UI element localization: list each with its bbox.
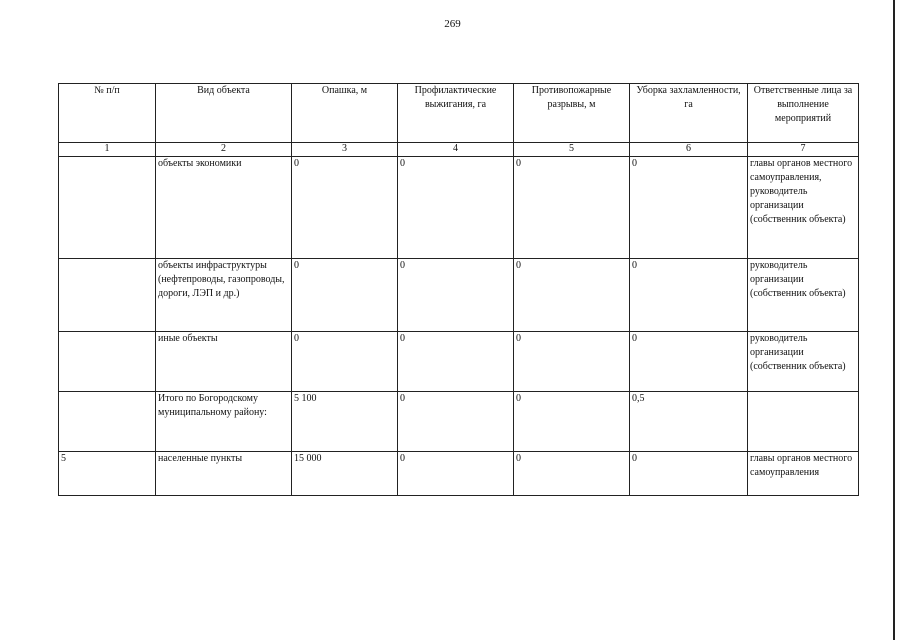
cell-number bbox=[59, 259, 156, 332]
header-cell-object-type: Вид объекта bbox=[156, 84, 292, 143]
table-row bbox=[59, 259, 859, 332]
page-edge-line bbox=[893, 0, 895, 640]
cell-debris-cleanup: 0 bbox=[630, 332, 748, 392]
cell-plowing: 0 bbox=[292, 157, 398, 259]
cell-debris-cleanup: 0 bbox=[630, 157, 748, 259]
cell-responsible: руководитель организации (собственник объекта) bbox=[748, 259, 859, 332]
column-number: 4 bbox=[398, 143, 514, 157]
cell-debris-cleanup: 0 bbox=[630, 452, 748, 496]
cell-firebreaks: 0 bbox=[514, 157, 630, 259]
cell-firebreaks: 0 bbox=[514, 452, 630, 496]
header-cell-prescribed-burning: Профилактические выжигания, га bbox=[398, 84, 514, 143]
cell-responsible bbox=[748, 392, 859, 452]
cell-object-type: объекты экономики bbox=[156, 157, 292, 259]
cell-plowing: 5 100 bbox=[292, 392, 398, 452]
cell-firebreaks: 0 bbox=[514, 332, 630, 392]
column-number-row bbox=[59, 143, 859, 157]
cell-firebreaks: 0 bbox=[514, 392, 630, 452]
cell-object-type: объекты инфраструктуры (нефтепроводы, газопроводы, дороги, ЛЭП и др.) bbox=[156, 259, 292, 332]
column-number: 2 bbox=[156, 143, 292, 157]
table-row bbox=[59, 452, 859, 496]
fire-prevention-table bbox=[58, 83, 859, 496]
table-total-row bbox=[59, 392, 859, 452]
header-cell-responsible: Ответственные лица за выполнение мероприятий bbox=[748, 84, 859, 143]
cell-prescribed-burning: 0 bbox=[398, 157, 514, 259]
column-number: 7 bbox=[748, 143, 859, 157]
cell-number bbox=[59, 332, 156, 392]
header-cell-plowing: Опашка, м bbox=[292, 84, 398, 143]
cell-prescribed-burning: 0 bbox=[398, 392, 514, 452]
column-number: 3 bbox=[292, 143, 398, 157]
cell-plowing: 15 000 bbox=[292, 452, 398, 496]
cell-prescribed-burning: 0 bbox=[398, 259, 514, 332]
cell-plowing: 0 bbox=[292, 332, 398, 392]
cell-number: 5 bbox=[59, 452, 156, 496]
cell-responsible: руководитель организации (собственник объекта) bbox=[748, 332, 859, 392]
cell-object-type: иные объекты bbox=[156, 332, 292, 392]
cell-responsible: главы органов местного самоуправления, руководитель организации (собственник объекта) bbox=[748, 157, 859, 259]
cell-prescribed-burning: 0 bbox=[398, 452, 514, 496]
cell-number bbox=[59, 157, 156, 259]
column-number: 6 bbox=[630, 143, 748, 157]
cell-plowing: 0 bbox=[292, 259, 398, 332]
cell-responsible: главы органов местного самоуправления bbox=[748, 452, 859, 496]
table-row bbox=[59, 157, 859, 259]
cell-prescribed-burning: 0 bbox=[398, 332, 514, 392]
column-number: 1 bbox=[59, 143, 156, 157]
table-row bbox=[59, 332, 859, 392]
cell-debris-cleanup: 0 bbox=[630, 259, 748, 332]
header-cell-firebreaks: Противопожарные разрывы, м bbox=[514, 84, 630, 143]
header-cell-number: № п/п bbox=[59, 84, 156, 143]
cell-object-type: населенные пункты bbox=[156, 452, 292, 496]
page-number: 269 bbox=[444, 18, 461, 30]
table-header-row bbox=[59, 84, 859, 143]
cell-number bbox=[59, 392, 156, 452]
header-cell-debris-cleanup: Уборка захламленности, га bbox=[630, 84, 748, 143]
cell-firebreaks: 0 bbox=[514, 259, 630, 332]
cell-debris-cleanup: 0,5 bbox=[630, 392, 748, 452]
column-number: 5 bbox=[514, 143, 630, 157]
cell-object-type: Итого по Богородскому муниципальному району: bbox=[156, 392, 292, 452]
